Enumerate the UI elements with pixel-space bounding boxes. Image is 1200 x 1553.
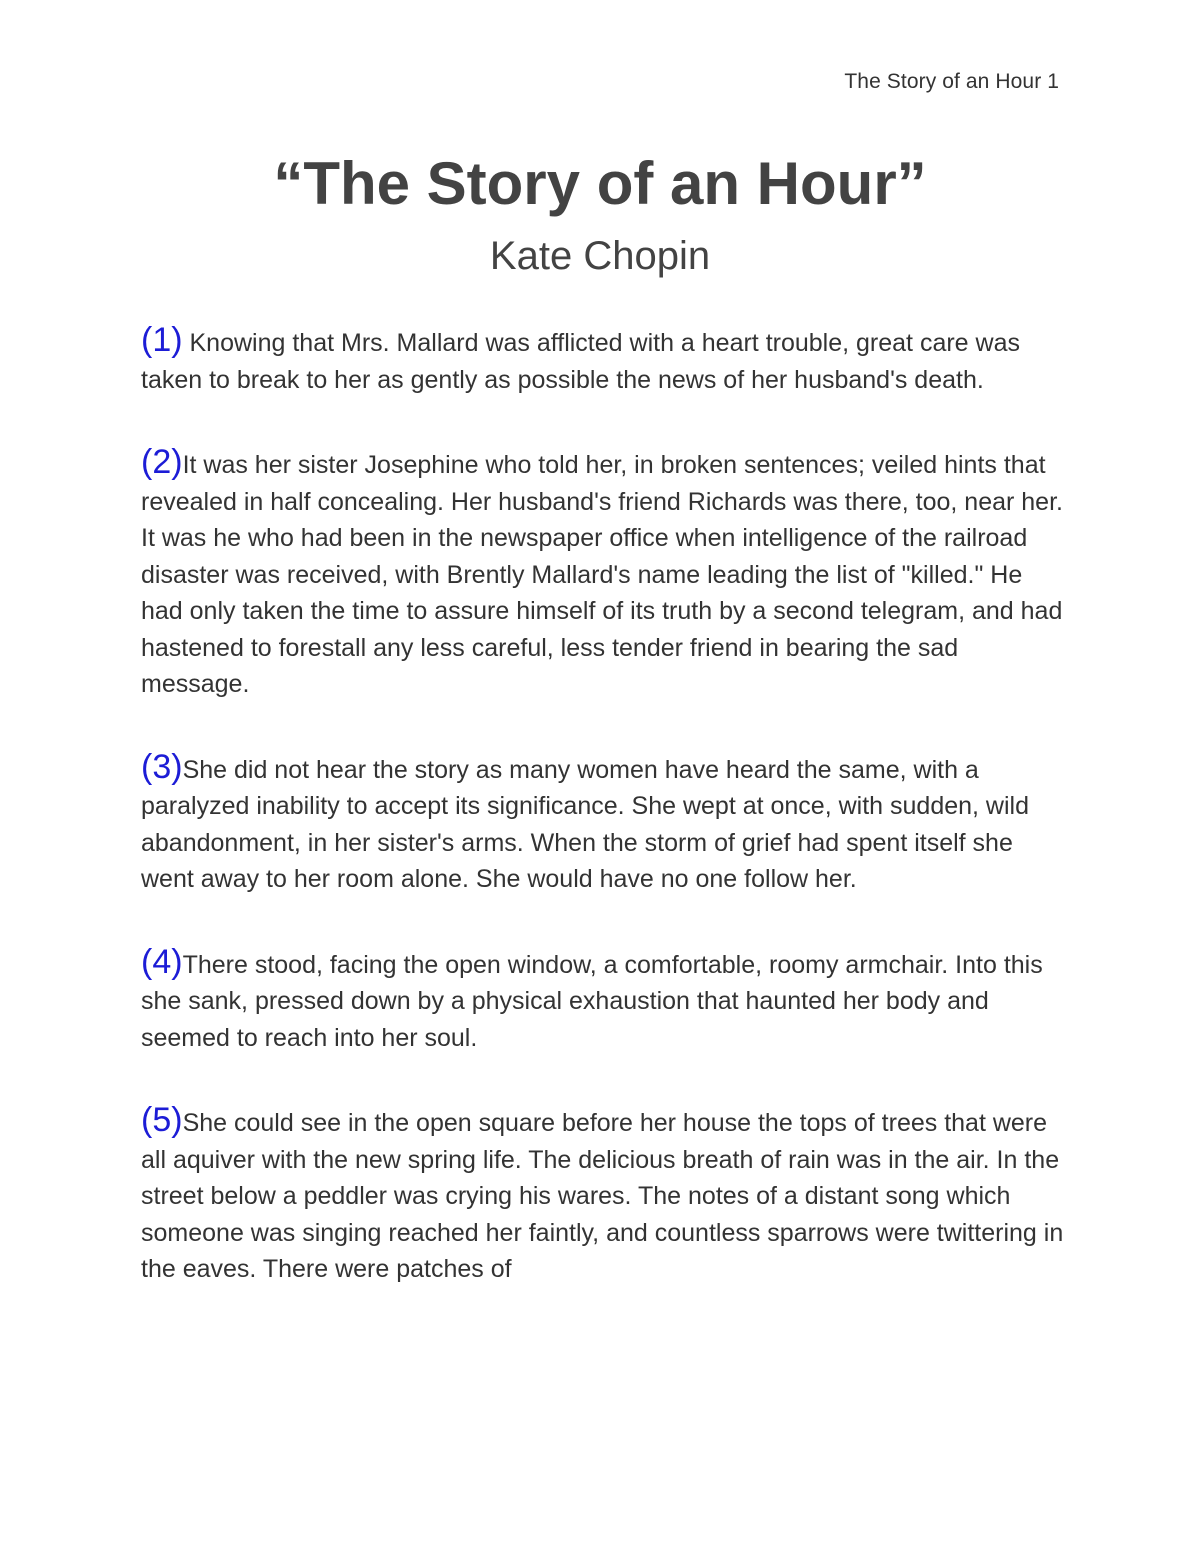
document-title: “The Story of an Hour”	[273, 150, 927, 217]
paragraph-5	[141, 1102, 1065, 1288]
paragraph-number: (1)	[141, 321, 183, 359]
document-author: Kate Chopin	[489, 234, 711, 278]
paragraph-text: There stood, facing the open window, a comfortable, roomy armchair. Into this she sank, pressed down by a physical exhaustion that haunted her body and seemed to reach into her soul.	[141, 950, 1043, 1052]
paragraph-number: (4)	[141, 942, 183, 981]
running-header: The Story of an Hour 1	[844, 70, 1059, 93]
paragraph-text: It was her sister Josephine who told her, in broken sentences; veiled hints that revealed in half concealing. Her husband's friend Richards was there, too, near her. It was he who had been in the newspaper office when intelligence of the railroad disaster was received, with Brently Mallard's name leading the list of "killed." He had only taken the time to assure himself of its truth by a second telegram, and had hastened to forestall any less careful, less tender friend in bearing the sad message.	[141, 451, 1063, 698]
paragraph-number: (3)	[141, 747, 183, 786]
paragraph-number: (5)	[141, 1101, 183, 1139]
paragraph-text: She could see in the open square before her house the tops of trees that were all aquiver with the new spring life. The delicious breath of rain was in the air. In the street below a peddler was crying his wares. The notes of a distant song which someone was singing reached her faintly, and countless sparrows were twittering in the eaves. There were patches of	[141, 1109, 1064, 1283]
paragraph-number: (2)	[141, 443, 183, 481]
paragraph-3	[141, 749, 1065, 898]
paragraph-4	[141, 944, 1065, 1057]
paragraph-2	[141, 444, 1065, 703]
story-body	[141, 322, 1065, 1334]
paragraph-1	[141, 322, 1065, 398]
paragraph-text: She did not hear the story as many women have heard the same, with a paralyzed inability to accept its significance. She wept at once, with sudden, wild abandonment, in her sister's arms. When the storm of grief had spent itself she went away to her room alone. She would have no one follow her.	[141, 755, 1029, 893]
paragraph-text: Knowing that Mrs. Mallard was afflicted with a heart trouble, great care was taken to break to her as gently as possible the news of her husband's death.	[141, 329, 1020, 394]
